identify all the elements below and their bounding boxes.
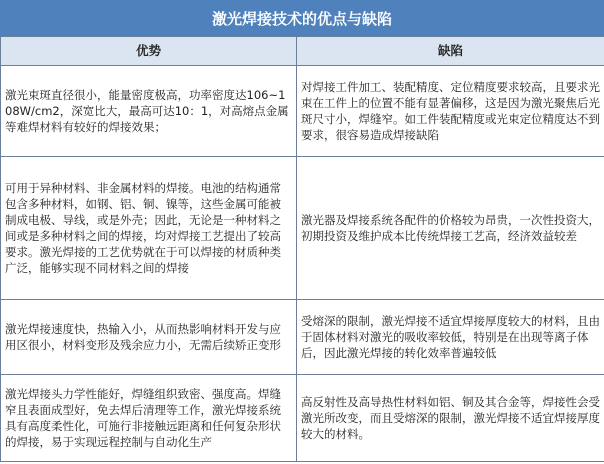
defect-cell: 高反射性及高导热性材料如铝、铜及其合金等，焊接性会受激光所改变，而且受熔深的限制，激光焊接不适宜焊接厚度较大的材料。 (297, 375, 604, 462)
defect-cell: 对焊接工件加工、装配精度、定位精度要求较高，且要求光束在工件上的位置不能有显著偏移，这是因为激光聚焦后光斑尺寸小，焊缝窄。如工件装配精度或光束定位精度达不到要求，很容易造成焊接缺陷 (297, 66, 604, 157)
comparison-table (0, 36, 604, 462)
advantage-cell: 可用于异种材料、非金属材料的焊接。电池的结构通常包含多种材料，如钢、铝、铜、镍等，这些金属可能被制成电极、导线，或是外壳；因此，无论是一种材料之间或是多种材料之间的焊接，均对焊接工艺提出了较高要求。激光焊接的工艺优势就在于可以焊接的材质种类广泛，能够实现不同材料之间的焊接 (1, 157, 297, 300)
defect-cell: 受熔深的限制，激光焊接不适宜焊接厚度较大的材料，且由于固体材料对激光的吸收率较低，特别是在出现等离子体后，因此激光焊接的转化效率普遍较低 (297, 300, 604, 375)
defect-cell: 激光器及焊接系统各配件的价格较为昂贵，一次性投资大，初期投资及维护成本比传统焊接工艺高，经济效益较差 (297, 157, 604, 300)
advantage-cell: 激光束斑直径很小，能量密度极高，功率密度达106~108W/cm2，深宽比大，最高可达10：1，对高熔点金属等难焊材料有较好的焊接效果； (1, 66, 297, 157)
advantage-cell: 激光焊接头力学性能好，焊缝组织致密、强度高。焊缝窄且表面成型好，免去焊后清理等工作，激光焊接系统具有高度柔性化，可施行非接触远距离和任何复杂形状的焊接，易于实现远程控制与自动化生产 (1, 375, 297, 462)
header-row (1, 37, 604, 66)
header-advantage: 优势 (1, 37, 297, 66)
table-row (1, 66, 604, 157)
advantage-cell: 激光焊接速度快，热输入小，从而热影响材料开发与应用区很小，材料变形及残余应力小，无需后续矫正变形 (1, 300, 297, 375)
table-row (1, 300, 604, 375)
table-row (1, 157, 604, 300)
table-row (1, 375, 604, 462)
table-title: 激光焊接技术的优点与缺陷 (0, 0, 604, 36)
header-defect: 缺陷 (297, 37, 604, 66)
